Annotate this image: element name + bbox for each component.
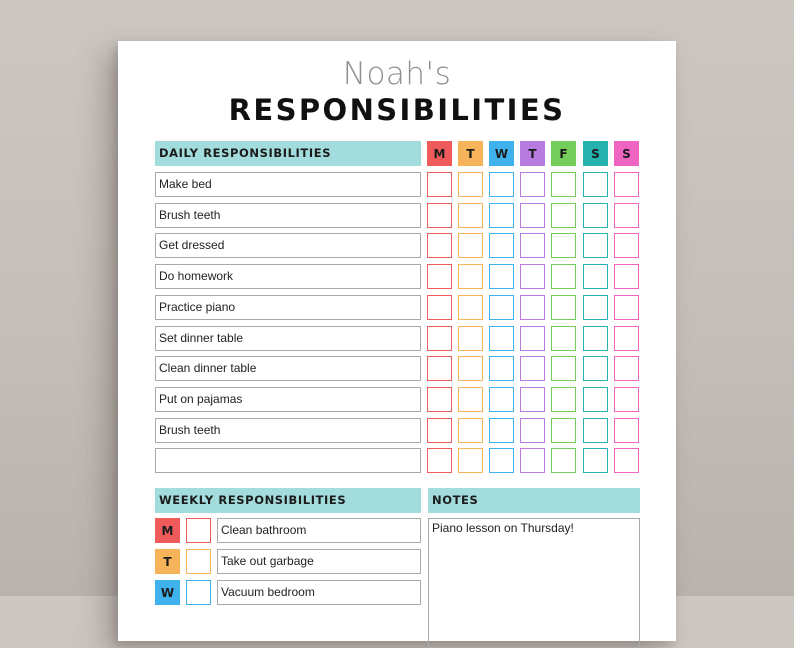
daily-checkbox[interactable]	[427, 418, 452, 443]
daily-checkbox[interactable]	[551, 387, 576, 412]
daily-checkbox[interactable]	[551, 264, 576, 289]
weekly-checkbox[interactable]	[186, 580, 211, 605]
daily-checkbox[interactable]	[520, 295, 545, 320]
weekly-heading: WEEKLY RESPONSIBILITIES	[155, 488, 421, 513]
daily-checkbox[interactable]	[614, 264, 639, 289]
daily-checkbox[interactable]	[458, 387, 483, 412]
daily-checkbox[interactable]	[458, 172, 483, 197]
day-header-2: W	[489, 141, 514, 166]
day-header-4: F	[551, 141, 576, 166]
daily-checkbox[interactable]	[583, 387, 608, 412]
daily-checkbox[interactable]	[427, 448, 452, 473]
day-header-6: S	[614, 141, 639, 166]
daily-checkbox[interactable]	[458, 203, 483, 228]
daily-task[interactable]: Get dressed	[155, 233, 421, 258]
daily-checkbox[interactable]	[551, 233, 576, 258]
daily-checkbox[interactable]	[551, 203, 576, 228]
daily-checkbox[interactable]	[520, 203, 545, 228]
daily-checkbox[interactable]	[458, 418, 483, 443]
daily-checkbox[interactable]	[427, 356, 452, 381]
daily-checkbox[interactable]	[489, 264, 514, 289]
daily-checkbox[interactable]	[583, 264, 608, 289]
daily-checkbox[interactable]	[551, 326, 576, 351]
daily-checkbox[interactable]	[614, 448, 639, 473]
daily-checkbox[interactable]	[583, 418, 608, 443]
daily-checkbox[interactable]	[489, 356, 514, 381]
daily-checkbox[interactable]	[551, 448, 576, 473]
daily-checkbox[interactable]	[489, 172, 514, 197]
daily-checkbox[interactable]	[583, 295, 608, 320]
daily-checkbox[interactable]	[458, 356, 483, 381]
day-header-1: T	[458, 141, 483, 166]
daily-task[interactable]: Put on pajamas	[155, 387, 421, 412]
weekly-checkbox[interactable]	[186, 518, 211, 543]
weekly-day-label: M	[155, 518, 180, 543]
daily-checkbox[interactable]	[614, 387, 639, 412]
notes-heading: NOTES	[428, 488, 640, 513]
child-name: Noah's	[342, 56, 452, 92]
daily-checkbox[interactable]	[489, 326, 514, 351]
daily-checkbox[interactable]	[489, 418, 514, 443]
daily-checkbox[interactable]	[427, 326, 452, 351]
daily-checkbox[interactable]	[427, 264, 452, 289]
daily-checkbox[interactable]	[427, 233, 452, 258]
weekly-task[interactable]: Take out garbage	[217, 549, 421, 574]
daily-task[interactable]: Practice piano	[155, 295, 421, 320]
daily-checkbox[interactable]	[489, 233, 514, 258]
daily-checkbox[interactable]	[520, 448, 545, 473]
daily-task[interactable]	[155, 448, 421, 473]
daily-checkbox[interactable]	[458, 233, 483, 258]
daily-checkbox[interactable]	[614, 203, 639, 228]
daily-checkbox[interactable]	[520, 264, 545, 289]
daily-task[interactable]: Make bed	[155, 172, 421, 197]
daily-checkbox[interactable]	[458, 264, 483, 289]
daily-checkbox[interactable]	[583, 203, 608, 228]
daily-checkbox[interactable]	[583, 356, 608, 381]
daily-checkbox[interactable]	[520, 387, 545, 412]
daily-checkbox[interactable]	[551, 356, 576, 381]
daily-checkbox[interactable]	[583, 233, 608, 258]
daily-checkbox[interactable]	[489, 295, 514, 320]
daily-checkbox[interactable]	[427, 387, 452, 412]
day-header-5: S	[583, 141, 608, 166]
daily-checkbox[interactable]	[520, 326, 545, 351]
daily-checkbox[interactable]	[427, 295, 452, 320]
daily-task[interactable]: Brush teeth	[155, 418, 421, 443]
weekly-checkbox[interactable]	[186, 549, 211, 574]
daily-checkbox[interactable]	[458, 326, 483, 351]
daily-checkbox[interactable]	[458, 295, 483, 320]
daily-task[interactable]: Do homework	[155, 264, 421, 289]
weekly-day-label: T	[155, 549, 180, 574]
daily-task[interactable]: Clean dinner table	[155, 356, 421, 381]
page-title: RESPONSIBILITIES	[228, 93, 566, 127]
daily-checkbox[interactable]	[551, 172, 576, 197]
daily-checkbox[interactable]	[458, 448, 483, 473]
daily-heading: DAILY RESPONSIBILITIES	[155, 141, 421, 166]
weekly-task[interactable]: Clean bathroom	[217, 518, 421, 543]
daily-checkbox[interactable]	[551, 418, 576, 443]
daily-checkbox[interactable]	[614, 356, 639, 381]
daily-checkbox[interactable]	[583, 172, 608, 197]
daily-checkbox[interactable]	[614, 233, 639, 258]
daily-checkbox[interactable]	[520, 356, 545, 381]
daily-checkbox[interactable]	[583, 326, 608, 351]
day-header-0: M	[427, 141, 452, 166]
daily-task[interactable]: Set dinner table	[155, 326, 421, 351]
daily-checkbox[interactable]	[614, 295, 639, 320]
daily-checkbox[interactable]	[520, 172, 545, 197]
daily-checkbox[interactable]	[614, 172, 639, 197]
notes-field[interactable]: Piano lesson on Thursday!	[428, 518, 640, 648]
weekly-day-label: W	[155, 580, 180, 605]
chart-sheet	[118, 41, 676, 641]
daily-checkbox[interactable]	[427, 203, 452, 228]
daily-checkbox[interactable]	[520, 233, 545, 258]
daily-checkbox[interactable]	[427, 172, 452, 197]
daily-checkbox[interactable]	[489, 448, 514, 473]
weekly-task[interactable]: Vacuum bedroom	[217, 580, 421, 605]
daily-checkbox[interactable]	[520, 418, 545, 443]
daily-checkbox[interactable]	[551, 295, 576, 320]
daily-checkbox[interactable]	[489, 203, 514, 228]
daily-checkbox[interactable]	[489, 387, 514, 412]
daily-task[interactable]: Brush teeth	[155, 203, 421, 228]
daily-checkbox[interactable]	[614, 418, 639, 443]
daily-checkbox[interactable]	[614, 326, 639, 351]
daily-checkbox[interactable]	[583, 448, 608, 473]
day-header-3: T	[520, 141, 545, 166]
